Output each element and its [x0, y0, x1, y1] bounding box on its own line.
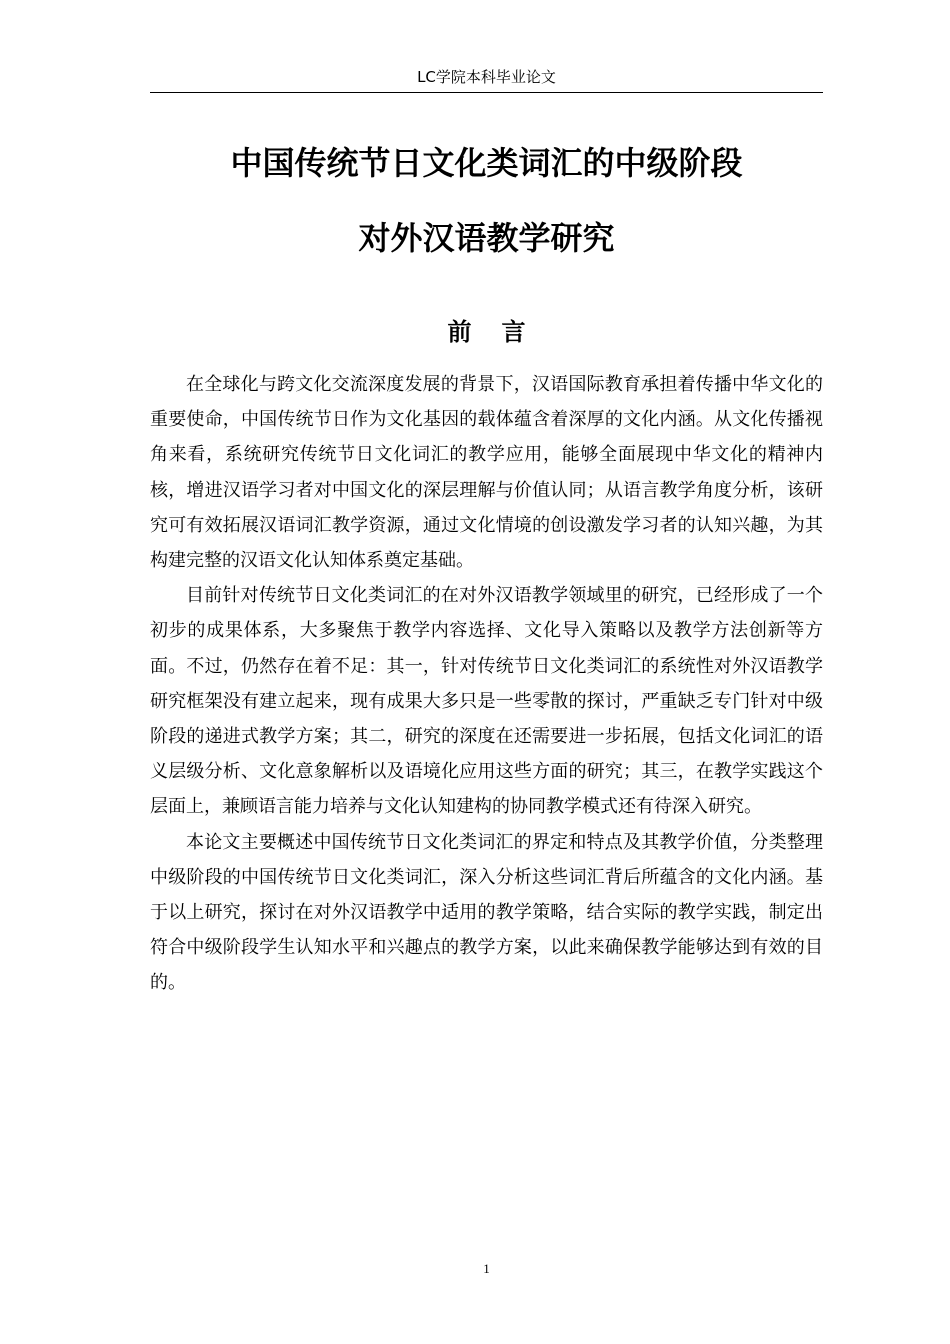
- header-text: LC学院本科毕业论文: [417, 68, 556, 86]
- body-text: [150, 367, 823, 1001]
- paragraph-1: 在全球化与跨文化交流深度发展的背景下，汉语国际教育承担着传播中华文化的重要使命，中国传统节日作为文化基因的载体蕴含着深厚的文化内涵。从文化传播视角来看，系统研究传统节日文化词汇的教学应用，能够全面展现中华文化的精神内核，增进汉语学习者对中国文化的深层理解与价值认同；从语言教学角度分析，该研究可有效拓展汉语词汇教学资源，通过文化情境的创设激发学习者的认知兴趣，为其构建完整的汉语文化认知体系奠定基础。: [150, 374, 823, 572]
- title-line-1: 中国传统节日文化类词汇的中级阶段: [230, 144, 743, 182]
- page-number: 1: [483, 1261, 490, 1276]
- paragraph-2: 目前针对传统节日文化类词汇的在对外汉语教学领域里的研究，已经形成了一个初步的成果体系，大多聚焦于教学内容选择、文化导入策略以及教学方法创新等方面。不过，仍然存在着不足：其一，针对传统节日文化类词汇的系统性对外汉语教学研究框架没有建立起来，现有成果大多只是一些零散的探讨，严重缺乏专门针对中级阶段的递进式教学方案；其二，研究的深度在还需要进一步拓展，包括文化词汇的语义层级分析、文化意象解析以及语境化应用这些方面的研究；其三，在教学实践这个层面上，兼顾语言能力培养与文化认知建构的协同教学模式还有待深入研究。: [150, 585, 823, 818]
- title-line-2: 对外汉语教学研究: [358, 219, 615, 257]
- paragraph-3: 本论文主要概述中国传统节日文化类词汇的界定和特点及其教学价值，分类整理中级阶段的中国传统节日文化类词汇，深入分析这些词汇背后所蕴含的文化内涵。基于以上研究，探讨在对外汉语教学中适用的教学策略，结合实际的教学实践，制定出符合中级阶段学生认知水平和兴趣点的教学方案，以此来确保教学能够达到有效的目的。: [150, 831, 823, 994]
- running-header: [150, 66, 823, 93]
- section-heading-preface: 前言: [447, 317, 556, 346]
